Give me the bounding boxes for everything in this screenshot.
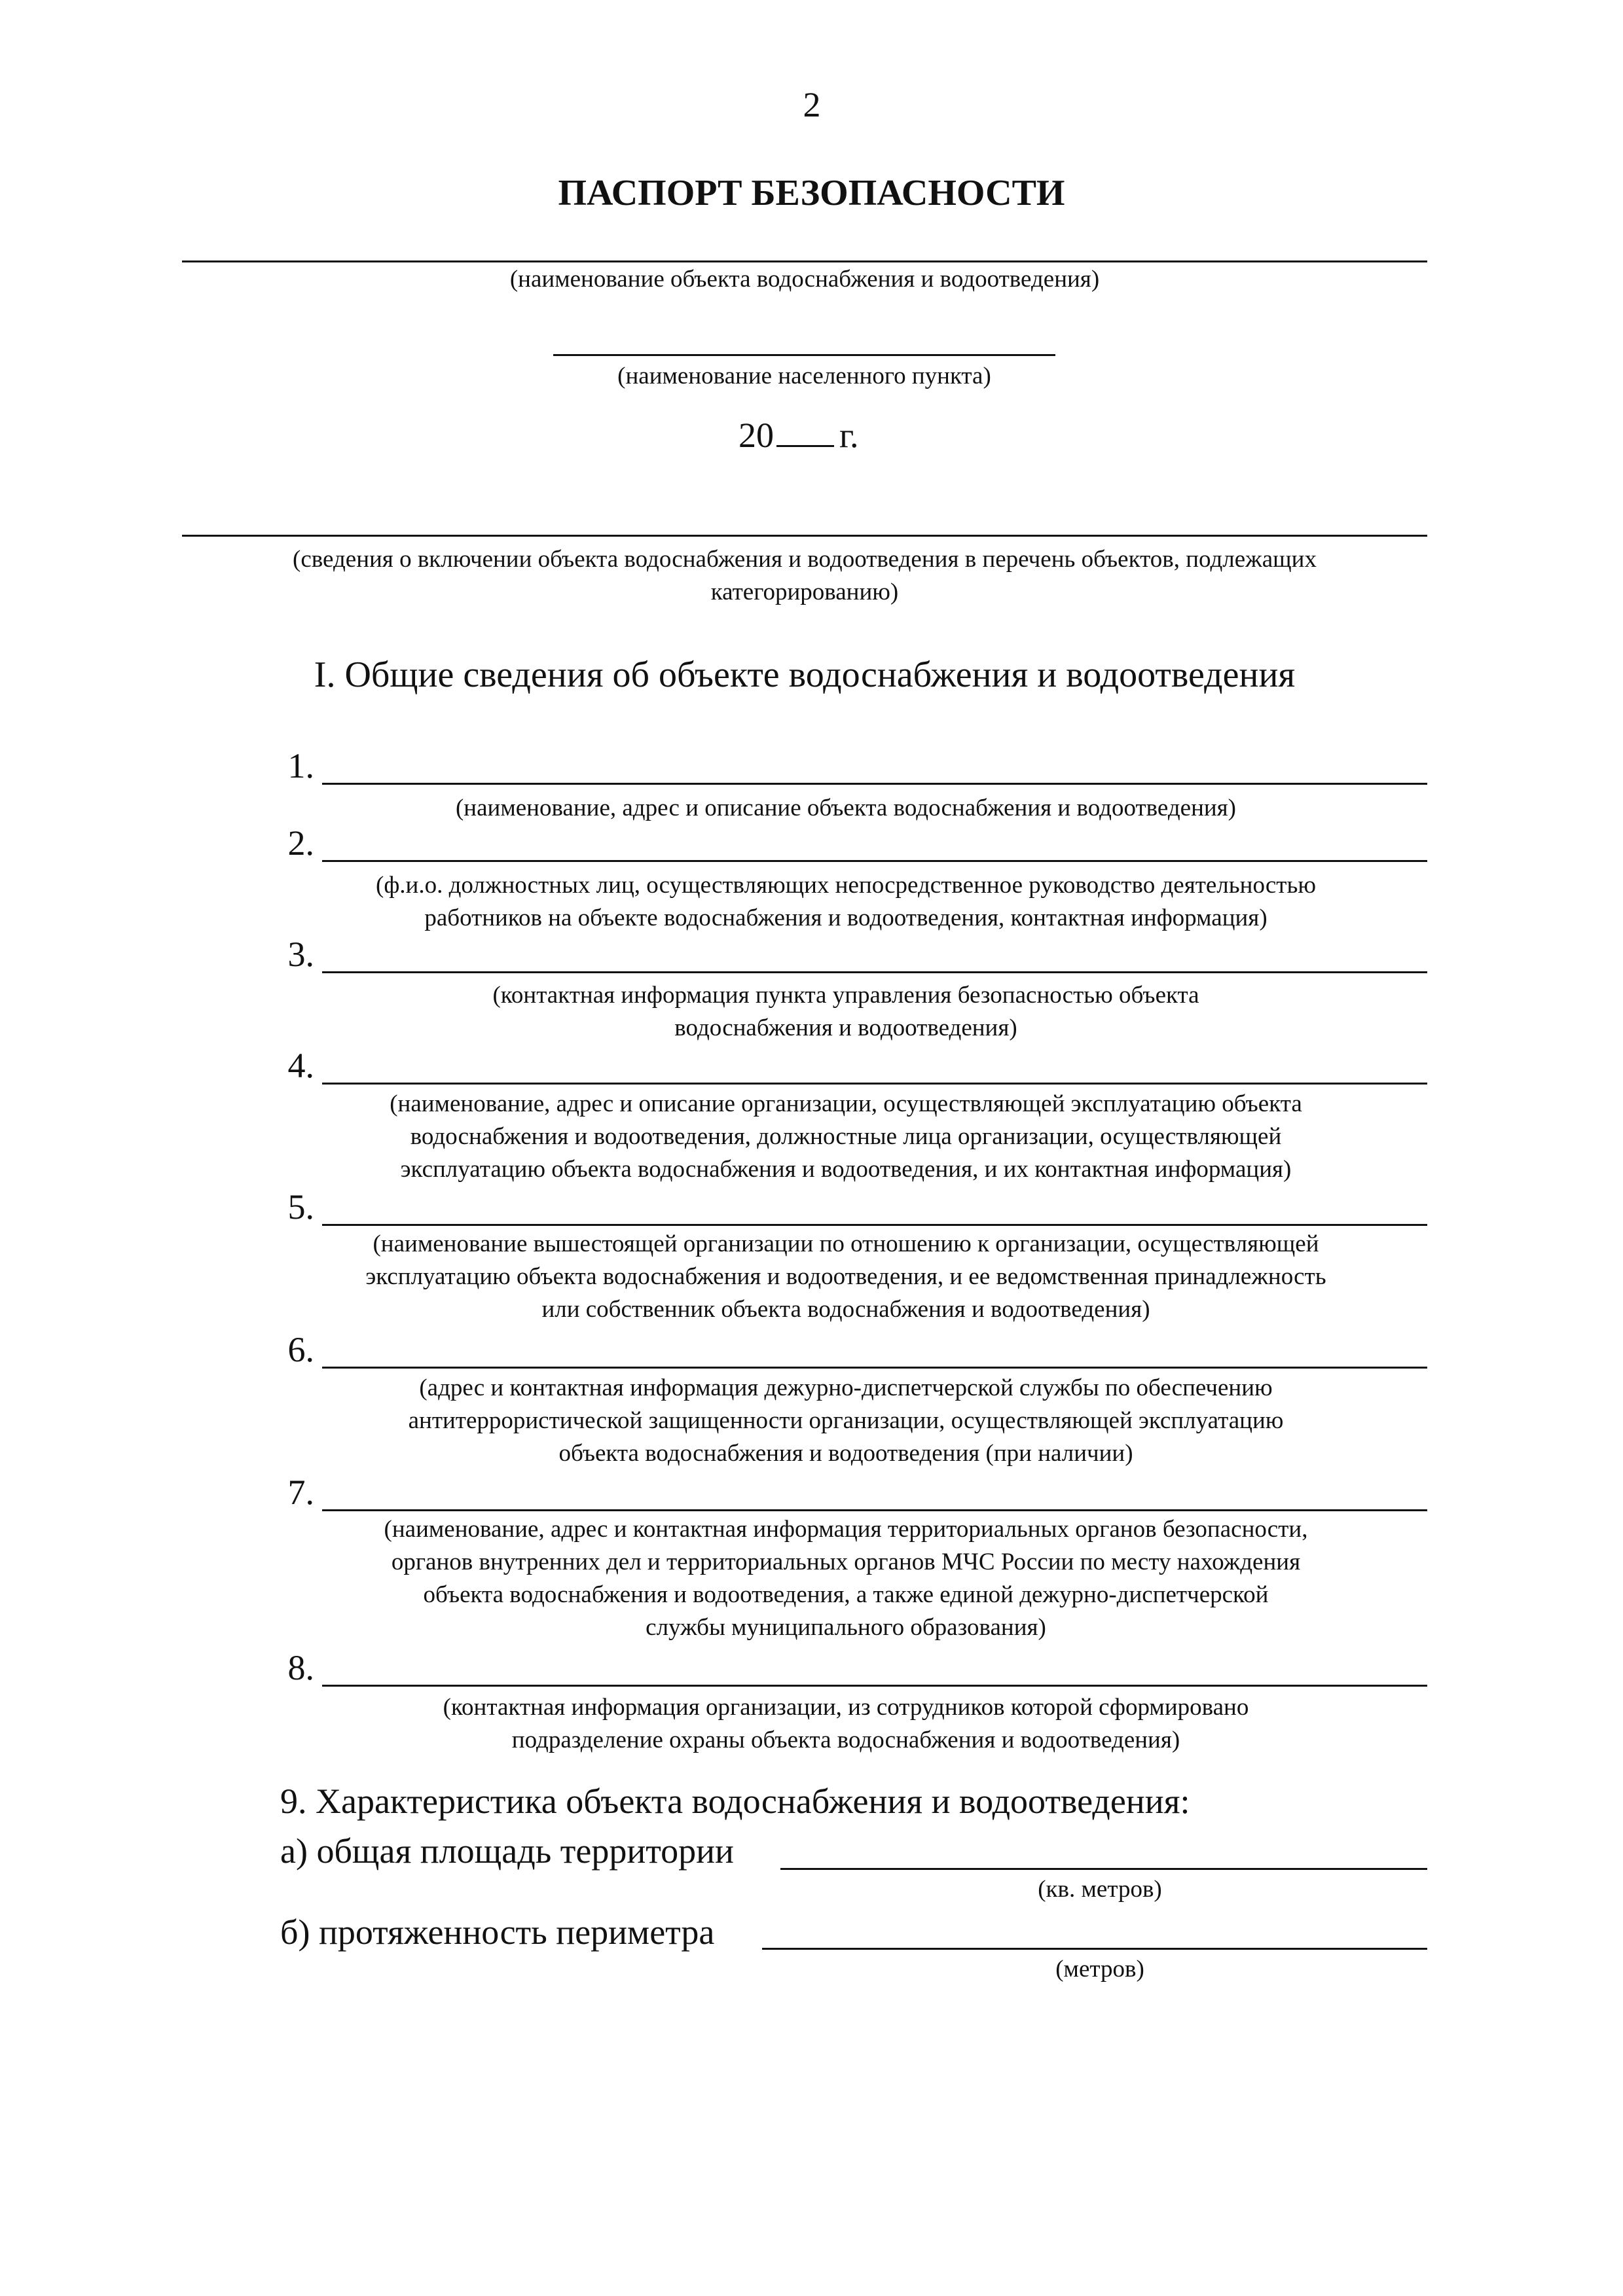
- item-2-line[interactable]: [322, 860, 1427, 862]
- item-5-number: 5.: [287, 1187, 314, 1227]
- item-9a-unit: (кв. метров): [1038, 1876, 1162, 1903]
- page-title: ПАСПОРТ БЕЗОПАСНОСТИ: [558, 173, 1065, 213]
- item-8-caption-1: (контактная информация организации, из сотрудников которой сформировано: [443, 1694, 1249, 1721]
- categorization-line[interactable]: [182, 535, 1427, 537]
- item-1-line[interactable]: [322, 783, 1427, 785]
- item-5-line[interactable]: [322, 1224, 1427, 1226]
- section-1-heading: I. Общие сведения об объекте водоснабжения и водоотведения: [314, 655, 1296, 695]
- item-2-caption-2: работников на объекте водоснабжения и водоотведения, контактная информация): [424, 905, 1267, 931]
- item-1-number: 1.: [287, 746, 314, 785]
- item-2-number: 2.: [287, 823, 314, 863]
- item-1-caption-1: (наименование, адрес и описание объекта водоснабжения и водоотведения): [455, 795, 1237, 821]
- item-8-number: 8.: [287, 1648, 314, 1687]
- item-7-caption-1: (наименование, адрес и контактная информация территориальных органов безопасности,: [384, 1516, 1308, 1543]
- item-2-caption-1: (ф.и.о. должностных лиц, осуществляющих непосредственное руководство деятельностью: [376, 872, 1316, 899]
- item-9a-label: а) общая площадь территории: [280, 1831, 734, 1871]
- item-3-number: 3.: [287, 935, 314, 974]
- item-3-line[interactable]: [322, 971, 1427, 973]
- item-8-caption-2: подразделение охраны объекта водоснабжения и водоотведения): [511, 1727, 1180, 1753]
- item-7-caption-3: объекта водоснабжения и водоотведения, а также единой дежурно-диспетчерской: [423, 1581, 1269, 1608]
- item-7-line[interactable]: [322, 1509, 1427, 1511]
- item-6-caption-3: объекта водоснабжения и водоотведения (при наличии): [558, 1440, 1133, 1467]
- item-4-number: 4.: [287, 1046, 314, 1085]
- item-4-line[interactable]: [322, 1083, 1427, 1085]
- item-7-caption-4: службы муниципального образования): [646, 1614, 1046, 1641]
- item-8-line[interactable]: [322, 1685, 1427, 1687]
- item-5-caption-3: или собственник объекта водоснабжения и водоотведения): [541, 1296, 1150, 1323]
- categorization-caption-2: категорированию): [710, 579, 899, 605]
- item-6-number: 6.: [287, 1330, 314, 1369]
- item-5-caption-1: (наименование вышестоящей организации по отношению к организации, осуществляющей: [373, 1230, 1319, 1257]
- item-3-caption-2: водоснабжения и водоотведения): [674, 1014, 1017, 1041]
- item-7-caption-2: органов внутренних дел и территориальных органов МЧС России по месту нахождения: [391, 1549, 1301, 1575]
- item-9a-line[interactable]: [780, 1868, 1427, 1870]
- item-9-heading: 9. Характеристика объекта водоснабжения и водоотведения:: [280, 1782, 1190, 1821]
- item-9b-label: б) протяженность периметра: [280, 1912, 715, 1952]
- year-field: [739, 411, 883, 453]
- item-7-number: 7.: [287, 1473, 314, 1512]
- item-6-caption-1: (адрес и контактная информация дежурно-диспетчерской службы по обеспечению: [419, 1374, 1273, 1401]
- item-6-line[interactable]: [322, 1367, 1427, 1369]
- item-4-caption-3: эксплуатацию объекта водоснабжения и водоотведения, и их контактная информация): [400, 1156, 1292, 1183]
- item-3-caption-1: (контактная информация пункта управления безопасностью объекта: [492, 982, 1199, 1009]
- item-5-caption-2: эксплуатацию объекта водоснабжения и водоотведения, и ее ведомственная принадлежность: [365, 1263, 1326, 1290]
- categorization-caption-1: (сведения о включении объекта водоснабжения и водоотведения в перечень объектов, подлежащих: [293, 546, 1317, 573]
- locality-line[interactable]: [553, 354, 1055, 356]
- item-9b-line[interactable]: [762, 1948, 1427, 1950]
- item-4-caption-1: (наименование, адрес и описание организации, осуществляющей эксплуатацию объекта: [390, 1090, 1302, 1117]
- item-6-caption-2: антитеррористической защищенности организации, осуществляющей эксплуатацию: [408, 1407, 1284, 1434]
- page-number: 2: [803, 85, 821, 124]
- year-prefix: 20: [739, 416, 774, 455]
- locality-caption: (наименование населенного пункта): [617, 363, 991, 389]
- year-blank[interactable]: [776, 411, 834, 447]
- year-suffix: г.: [839, 416, 859, 455]
- object-name-caption: (наименование объекта водоснабжения и водоотведения): [509, 266, 1100, 293]
- item-9b-unit: (метров): [1055, 1956, 1144, 1982]
- item-4-caption-2: водоснабжения и водоотведения, должностные лица организации, осуществляющей: [410, 1123, 1282, 1150]
- object-name-line[interactable]: [182, 260, 1427, 262]
